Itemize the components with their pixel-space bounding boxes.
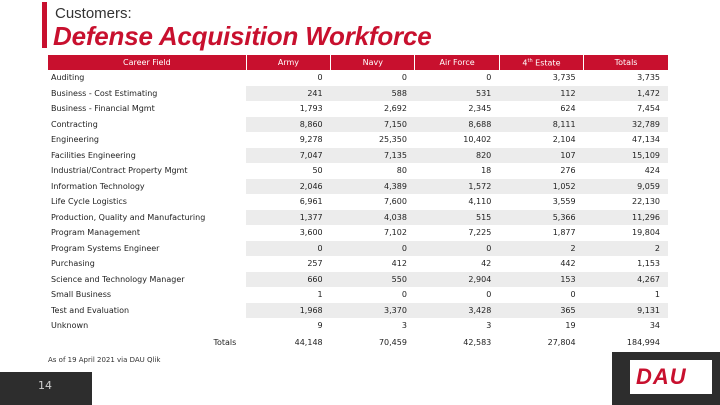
column-header-air-force: Air Force xyxy=(415,55,499,70)
column-header-career-field: Career Field xyxy=(48,55,246,70)
career-field-cell: Business - Financial Mgmt xyxy=(51,104,155,114)
total-value-cell: 27,804 xyxy=(499,334,583,351)
value-cell: 32,789 xyxy=(584,117,668,133)
value-cell: 9 xyxy=(317,321,323,331)
value-cell: 2 xyxy=(584,241,668,257)
value-cell: 0 xyxy=(317,73,323,83)
value-cell: 18 xyxy=(481,166,492,176)
total-value-cell: 184,994 xyxy=(584,334,668,351)
value-cell: 34 xyxy=(649,321,660,331)
totals-label: Totals xyxy=(48,334,246,351)
title-accent-bar xyxy=(42,2,47,48)
value-cell: 7,600 xyxy=(384,197,407,207)
value-cell: 47,134 xyxy=(632,135,660,145)
value-cell: 1,153 xyxy=(637,259,660,269)
value-cell: 1,572 xyxy=(415,179,499,195)
value-cell: 10,402 xyxy=(463,135,492,145)
value-cell: 2,692 xyxy=(384,104,407,114)
value-cell: 2,104 xyxy=(552,135,576,145)
value-cell: 2,046 xyxy=(246,179,330,195)
career-field-cell: Science and Technology Manager xyxy=(48,272,246,288)
value-cell: 4,267 xyxy=(584,272,668,288)
value-cell: 3,735 xyxy=(637,73,660,83)
column-header-4th-estate: 4th Estate xyxy=(499,55,583,70)
value-cell: 550 xyxy=(331,272,415,288)
value-cell: 3,428 xyxy=(415,303,499,319)
value-cell: 820 xyxy=(415,148,499,164)
career-field-cell: Engineering xyxy=(51,135,99,145)
value-cell: 80 xyxy=(396,166,407,176)
column-header-navy: Navy xyxy=(331,55,415,70)
value-cell: 257 xyxy=(307,259,323,269)
value-cell: 9,131 xyxy=(584,303,668,319)
column-header-army: Army xyxy=(246,55,330,70)
total-value-cell: 44,148 xyxy=(246,334,330,351)
table-row xyxy=(48,194,668,210)
value-cell: 107 xyxy=(499,148,583,164)
career-field-cell: Purchasing xyxy=(51,259,95,269)
totals-row xyxy=(48,334,668,351)
value-cell: 8,111 xyxy=(499,117,583,133)
value-cell: 3,370 xyxy=(331,303,415,319)
workforce-table xyxy=(48,55,668,351)
value-cell: 7,150 xyxy=(331,117,415,133)
value-cell: 1,793 xyxy=(299,104,323,114)
value-cell: 15,109 xyxy=(584,148,668,164)
value-cell: 442 xyxy=(560,259,576,269)
value-cell: 276 xyxy=(560,166,576,176)
value-cell: 5,366 xyxy=(499,210,583,226)
value-cell: 0 xyxy=(570,290,576,300)
value-cell: 7,225 xyxy=(468,228,492,238)
value-cell: 11,296 xyxy=(584,210,668,226)
value-cell: 25,350 xyxy=(378,135,407,145)
value-cell: 7,454 xyxy=(637,104,660,114)
value-cell: 1,052 xyxy=(499,179,583,195)
table-header-row xyxy=(48,55,668,70)
table-row xyxy=(48,101,668,117)
career-field-cell: Small Business xyxy=(51,290,112,300)
value-cell: 7,102 xyxy=(384,228,407,238)
table-row xyxy=(48,318,668,334)
career-field-cell: Contracting xyxy=(48,117,246,133)
value-cell: 1,877 xyxy=(552,228,576,238)
career-field-cell: Business - Cost Estimating xyxy=(48,86,246,102)
career-field-cell: Facilities Engineering xyxy=(48,148,246,164)
value-cell: 412 xyxy=(391,259,407,269)
career-field-cell: Auditing xyxy=(51,73,85,83)
page-number: 14 xyxy=(38,379,52,392)
table-row xyxy=(48,272,668,288)
table-row xyxy=(48,70,668,86)
table-row xyxy=(48,132,668,148)
value-cell: 515 xyxy=(415,210,499,226)
table-body xyxy=(48,70,668,351)
value-cell: 531 xyxy=(415,86,499,102)
value-cell: 50 xyxy=(312,166,323,176)
value-cell: 7,047 xyxy=(246,148,330,164)
value-cell: 588 xyxy=(331,86,415,102)
workforce-table-container xyxy=(48,55,668,351)
value-cell: 8,688 xyxy=(415,117,499,133)
value-cell: 3 xyxy=(486,321,492,331)
value-cell: 1,968 xyxy=(246,303,330,319)
value-cell: 0 xyxy=(415,241,499,257)
career-field-cell: Industrial/Contract Property Mgmt xyxy=(51,166,188,176)
value-cell: 660 xyxy=(246,272,330,288)
value-cell: 2,345 xyxy=(468,104,492,114)
value-cell: 8,860 xyxy=(246,117,330,133)
value-cell: 153 xyxy=(499,272,583,288)
table-row xyxy=(48,210,668,226)
dau-logo-text: DAU xyxy=(636,364,687,389)
table-row xyxy=(48,287,668,303)
value-cell: 0 xyxy=(331,241,415,257)
value-cell: 2,904 xyxy=(415,272,499,288)
value-cell: 624 xyxy=(560,104,576,114)
value-cell: 0 xyxy=(401,290,407,300)
value-cell: 1 xyxy=(654,290,660,300)
value-cell: 3,559 xyxy=(552,197,576,207)
value-cell: 0 xyxy=(486,290,492,300)
table-row xyxy=(48,225,668,241)
value-cell: 365 xyxy=(499,303,583,319)
value-cell: 424 xyxy=(644,166,660,176)
table-row xyxy=(48,148,668,164)
value-cell: 241 xyxy=(246,86,330,102)
value-cell: 9,059 xyxy=(584,179,668,195)
career-field-cell: Information Technology xyxy=(48,179,246,195)
table-row xyxy=(48,179,668,195)
career-field-cell: Program Systems Engineer xyxy=(48,241,246,257)
data-source-footnote: As of 19 April 2021 via DAU Qlik xyxy=(48,356,161,364)
value-cell: 0 xyxy=(246,241,330,257)
value-cell: 19,804 xyxy=(632,228,660,238)
career-field-cell: Life Cycle Logistics xyxy=(51,197,127,207)
slide-title: Defense Acquisition Workforce xyxy=(53,21,432,51)
value-cell: 1,377 xyxy=(246,210,330,226)
career-field-cell: Production, Quality and Manufacturing xyxy=(48,210,246,226)
slide-subtitle: Customers: xyxy=(55,5,132,22)
value-cell: 2 xyxy=(499,241,583,257)
value-cell: 0 xyxy=(486,73,492,83)
value-cell: 22,130 xyxy=(632,197,660,207)
value-cell: 1 xyxy=(317,290,323,300)
value-cell: 1,472 xyxy=(584,86,668,102)
career-field-cell: Program Management xyxy=(51,228,140,238)
value-cell: 9,278 xyxy=(299,135,323,145)
value-cell: 6,961 xyxy=(299,197,323,207)
value-cell: 42 xyxy=(481,259,492,269)
value-cell: 3,600 xyxy=(299,228,323,238)
total-value-cell: 70,459 xyxy=(331,334,415,351)
table-row xyxy=(48,256,668,272)
total-value-cell: 42,583 xyxy=(415,334,499,351)
table-row xyxy=(48,303,668,319)
value-cell: 19 xyxy=(565,321,576,331)
value-cell: 7,135 xyxy=(331,148,415,164)
value-cell: 4,110 xyxy=(468,197,492,207)
column-header-totals: Totals xyxy=(584,55,668,70)
value-cell: 112 xyxy=(499,86,583,102)
career-field-cell: Test and Evaluation xyxy=(48,303,246,319)
table-row xyxy=(48,241,668,257)
table-row xyxy=(48,163,668,179)
value-cell: 3 xyxy=(401,321,407,331)
career-field-cell: Unknown xyxy=(51,321,89,331)
value-cell: 0 xyxy=(401,73,407,83)
value-cell: 4,038 xyxy=(331,210,415,226)
table-row xyxy=(48,117,668,133)
value-cell: 4,389 xyxy=(331,179,415,195)
value-cell: 3,735 xyxy=(552,73,576,83)
table-row xyxy=(48,86,668,102)
